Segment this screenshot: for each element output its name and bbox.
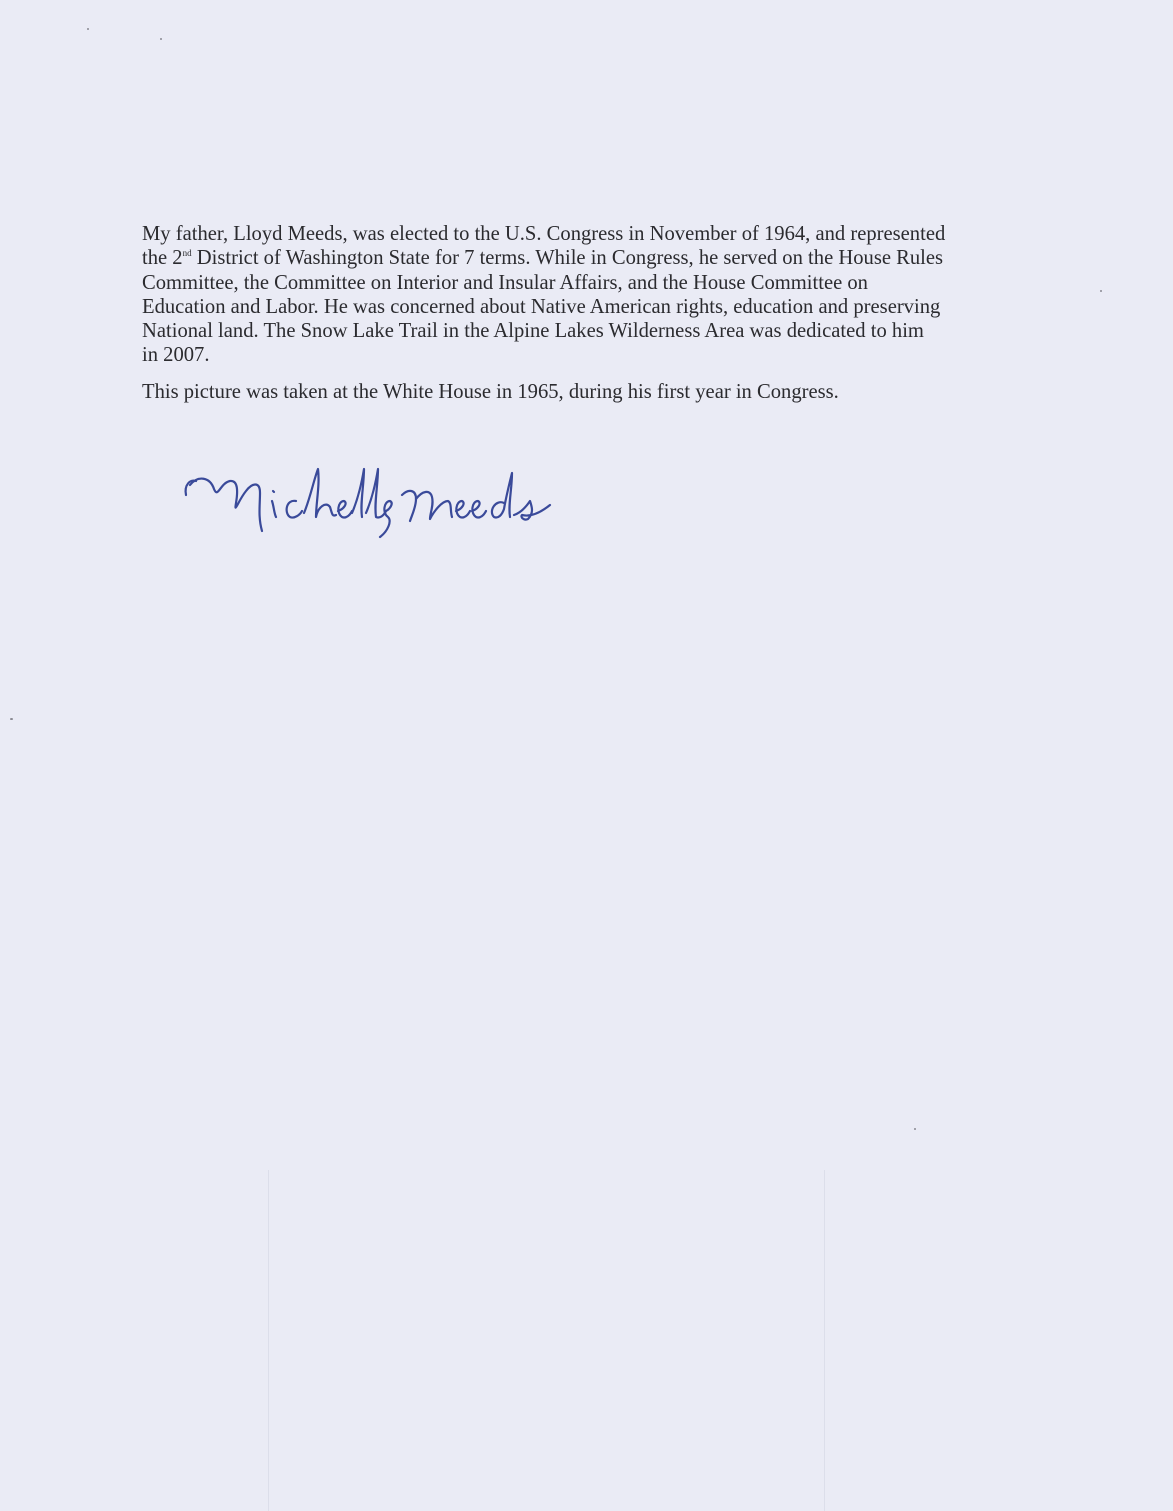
text-line: [142, 246, 1042, 270]
show-through-mark: [268, 1170, 825, 1511]
paragraph-2: [142, 380, 1042, 404]
ordinal-suffix: nd: [182, 248, 192, 259]
paper-speck: [1100, 290, 1102, 292]
text-line: National land. The Snow Lake Trail in the Alpine Lakes Wilderness Area was dedicated to him: [142, 320, 924, 343]
text-line: in 2007.: [142, 344, 210, 367]
paper-speck: [160, 38, 162, 40]
paper-speck: [87, 28, 89, 30]
text-line: My father, Lloyd Meeds, was elected to the U.S. Congress in November of 1964, and represented: [142, 223, 946, 245]
paragraph-1: [142, 222, 1042, 368]
line-prefix: the 2: [142, 247, 183, 270]
text-line: Committee, the Committee on Interior and Insular Affairs, and the House Committee on: [142, 271, 868, 294]
line-rest: District of Washington State for 7 terms. While in Congress, he served on the House Rules: [196, 247, 944, 270]
text-line: Education and Labor. He was concerned about Native American rights, education and preserving: [142, 295, 941, 318]
handwritten-signature: [180, 455, 600, 555]
text-line: This picture was taken at the White House in 1965, during his first year in Congress.: [142, 380, 839, 403]
paper-speck: [914, 1128, 916, 1130]
letter-body: [142, 222, 1042, 404]
paper-speck: [10, 718, 13, 720]
